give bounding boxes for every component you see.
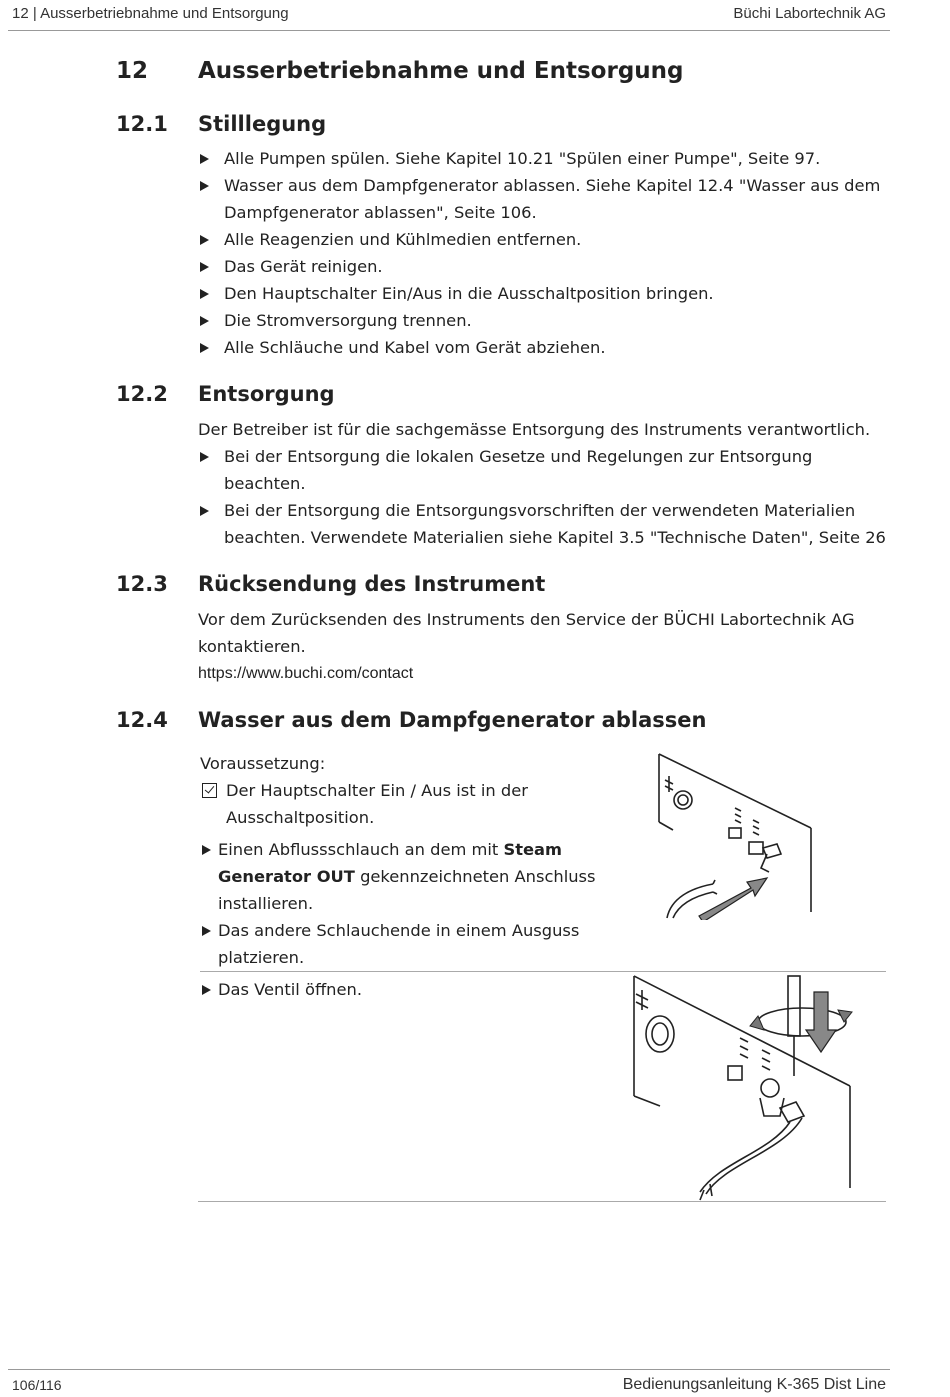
down-arrow-icon bbox=[806, 992, 836, 1052]
bullet-triangle-icon bbox=[202, 985, 211, 995]
section-number: 12.2 bbox=[116, 382, 168, 406]
list-item: Das Gerät reinigen. bbox=[198, 253, 898, 280]
header-rule bbox=[8, 30, 890, 31]
entsorgung-block bbox=[198, 416, 898, 551]
stilllegung-list bbox=[198, 145, 898, 361]
chapter-title: Ausserbetriebnahme und Entsorgung bbox=[198, 58, 684, 84]
page-number: 106/116 bbox=[12, 1377, 62, 1393]
step-item: Das andere Schlauchende in einem Ausguss platzieren. bbox=[200, 917, 600, 971]
chapter-number: 12 bbox=[116, 58, 149, 84]
section-number: 12.4 bbox=[116, 708, 168, 732]
list-item: Die Stromversorgung trennen. bbox=[198, 307, 898, 334]
checkbox-icon bbox=[202, 783, 217, 798]
section-title: Stilllegung bbox=[198, 112, 327, 136]
section-number: 12.1 bbox=[116, 112, 168, 136]
connector-label: Steam Generator OUT bbox=[218, 840, 562, 886]
page-header bbox=[12, 5, 886, 29]
bullet-triangle-icon bbox=[202, 926, 211, 936]
section-title: Rücksendung des Instrument bbox=[198, 572, 546, 596]
list-item: Bei der Entsorgung die lokalen Gesetze und Regelungen zur Entsorgung beachten. bbox=[198, 443, 898, 497]
bullet-triangle-icon bbox=[200, 316, 209, 326]
document-title: Bedienungsanleitung K-365 Dist Line bbox=[622, 1376, 886, 1393]
header-chapter: 12 | Ausserbetriebnahme und Entsorgung bbox=[12, 5, 289, 22]
section-end-rule bbox=[198, 1201, 886, 1202]
contact-link[interactable]: https://www.buchi.com/contact bbox=[198, 665, 414, 682]
list-item: Alle Reagenzien und Kühlmedien entfernen. bbox=[198, 226, 898, 253]
prereq-item: Der Hauptschalter Ein / Aus ist in der Ausschaltposition. bbox=[200, 777, 600, 831]
section-title: Wasser aus dem Dampfgenerator ablassen bbox=[198, 708, 707, 732]
bullet-triangle-icon bbox=[200, 343, 209, 353]
bullet-triangle-icon bbox=[200, 262, 209, 272]
list-item: Wasser aus dem Dampfgenerator ablassen. Siehe Kapitel 12.4 "Wasser aus dem Dampfgenerator ablassen", Seite 106. bbox=[198, 172, 898, 226]
bullet-triangle-icon bbox=[200, 506, 209, 516]
bullet-triangle-icon bbox=[200, 181, 209, 191]
open-valve-illustration bbox=[630, 972, 860, 1202]
list-item: Alle Pumpen spülen. Siehe Kapitel 10.21 "Spülen einer Pumpe", Seite 97. bbox=[198, 145, 898, 172]
procedure-block-2 bbox=[200, 976, 600, 1003]
section-title: Entsorgung bbox=[198, 382, 335, 406]
list-item: Den Hauptschalter Ein/Aus in die Ausschaltposition bringen. bbox=[198, 280, 898, 307]
header-company: Büchi Labortechnik AG bbox=[733, 5, 886, 22]
footer-rule bbox=[8, 1369, 890, 1370]
ruecksendung-text: Vor dem Zurücksenden des Instruments den Service der BÜCHI Labortechnik AG kontaktieren. bbox=[198, 610, 855, 656]
hose-connection-illustration bbox=[655, 750, 815, 920]
step-item: Einen Abflussschlauch an dem mit Steam Generator OUT gekennzeichneten Anschluss installieren. bbox=[200, 836, 600, 917]
list-item: Bei der Entsorgung die Entsorgungsvorschriften der verwendeten Materialien beachten. Verwendete Materialien siehe Kapitel 3.5 "Technische Daten", Seite 26 bbox=[198, 497, 898, 551]
section-number: 12.3 bbox=[116, 572, 168, 596]
bullet-triangle-icon bbox=[200, 289, 209, 299]
procedure-block bbox=[200, 750, 600, 971]
prereq-label: Voraussetzung: bbox=[200, 754, 326, 773]
bullet-triangle-icon bbox=[200, 452, 209, 462]
bullet-triangle-icon bbox=[200, 235, 209, 245]
bullet-triangle-icon bbox=[202, 845, 211, 855]
list-item: Alle Schläuche und Kabel vom Gerät abziehen. bbox=[198, 334, 898, 361]
entsorgung-intro: Der Betreiber ist für die sachgemässe Entsorgung des Instruments verantwortlich. bbox=[198, 420, 871, 439]
ruecksendung-block bbox=[198, 606, 898, 687]
step-item: Das Ventil öffnen. bbox=[200, 976, 600, 1003]
bullet-triangle-icon bbox=[200, 154, 209, 164]
